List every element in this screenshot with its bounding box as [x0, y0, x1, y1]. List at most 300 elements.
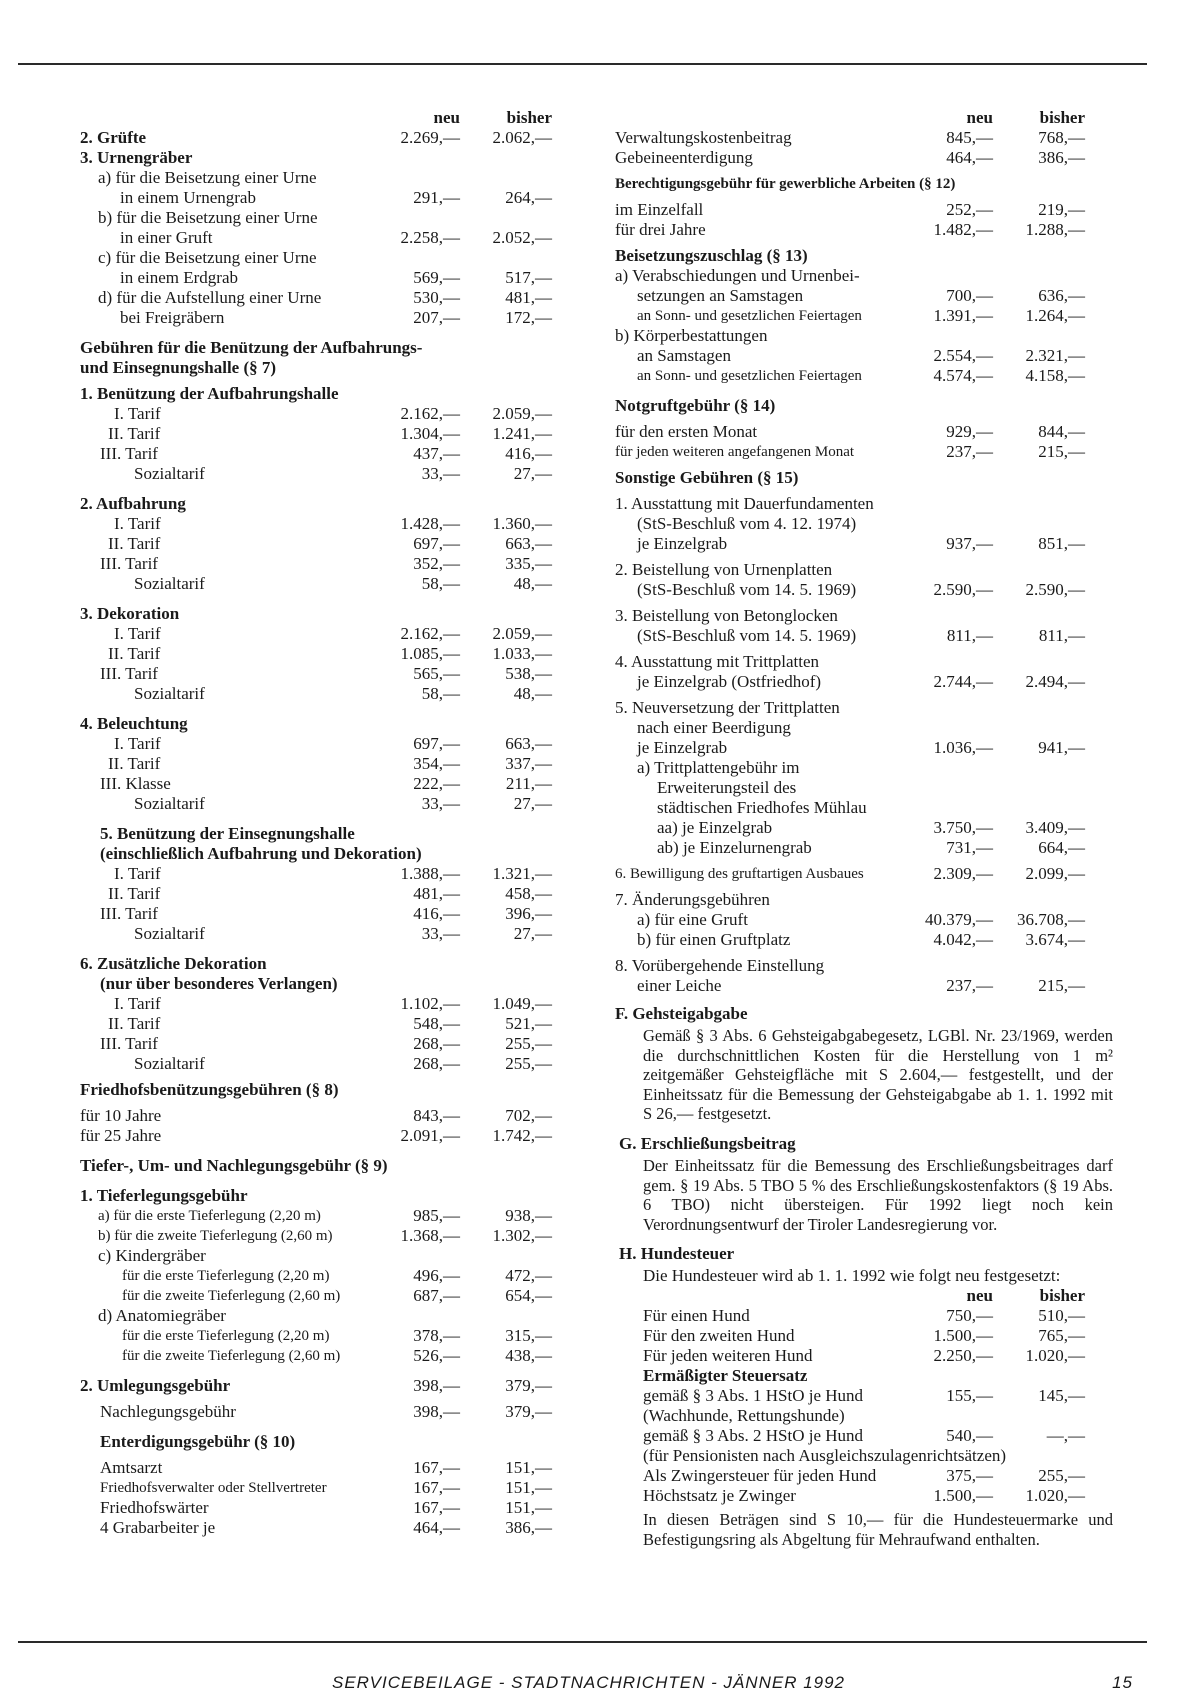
- fee-label: 2. Beistellung von Urnenplatten: [615, 560, 833, 579]
- fee-row: [615, 286, 1113, 306]
- fee-label: einer Leiche: [637, 976, 722, 995]
- right-fee-table: [615, 108, 1113, 996]
- fee-value-bisher: 1.321,—: [492, 864, 552, 883]
- fee-value-bisher: 1.264,—: [1025, 306, 1085, 325]
- fee-label: a) für die Beisetzung einer Urne: [98, 168, 317, 187]
- fee-value-bisher: 510,—: [1038, 1306, 1085, 1326]
- fee-row: [615, 698, 1113, 718]
- fee-row: [80, 904, 580, 924]
- fee-value-bisher: 379,—: [505, 1376, 552, 1395]
- fee-label: Enterdigungsgebühr (§ 10): [100, 1432, 296, 1451]
- fee-value-bisher: 27,—: [513, 464, 552, 483]
- fee-row: [80, 1478, 580, 1498]
- fee-label: Sozialtarif: [134, 684, 205, 703]
- fee-row: [80, 1306, 580, 1326]
- fee-value-bisher: —,—: [1046, 1426, 1085, 1446]
- fee-row: [615, 838, 1113, 858]
- fee-label: in einem Urnengrab: [120, 188, 256, 207]
- fee-label: für die erste Tieferlegung (2,20 m): [122, 1328, 330, 1344]
- fee-value-neu: 167,—: [413, 1498, 460, 1517]
- fee-row: [80, 864, 580, 884]
- fee-label: für die erste Tieferlegung (2,20 m): [122, 1268, 330, 1284]
- fee-value-neu: 58,—: [421, 574, 460, 593]
- fee-value-neu: 548,—: [413, 1014, 460, 1033]
- fee-label: für 10 Jahre: [80, 1106, 162, 1125]
- fee-label: 1. Benützung der Aufbahrungshalle: [80, 384, 339, 403]
- fee-value-neu: 398,—: [413, 1402, 460, 1421]
- fee-value-bisher: 521,—: [505, 1014, 552, 1033]
- fee-value-neu: 437,—: [413, 444, 460, 463]
- fee-row: [615, 778, 1113, 798]
- fee-value-neu: 569,—: [413, 268, 460, 287]
- fee-value-bisher: 1.288,—: [1025, 220, 1085, 239]
- fee-value-neu: 2.250,—: [933, 1346, 993, 1366]
- fee-value-neu: 398,—: [413, 1376, 460, 1395]
- spacer: [80, 328, 580, 338]
- right-column: [615, 108, 1113, 1550]
- fee-label: I. Tarif: [114, 514, 161, 533]
- fee-row: [80, 208, 580, 228]
- fee-label: Als Zwingersteuer für jeden Hund: [643, 1466, 877, 1486]
- fee-row: [80, 1286, 580, 1306]
- fee-label: Sonstige Gebühren (§ 15): [615, 468, 799, 487]
- fee-row: [615, 422, 1113, 442]
- fee-label: ab) je Einzelurnengrab: [657, 838, 812, 857]
- fee-row: [80, 358, 580, 378]
- fee-value-bisher: 27,—: [513, 794, 552, 813]
- fee-row: [80, 1034, 580, 1054]
- fee-row: [80, 1458, 580, 1478]
- fee-label: Für jeden weiteren Hund: [643, 1346, 813, 1366]
- fee-label: Sozialtarif: [134, 924, 205, 943]
- fee-label: für den ersten Monat: [615, 422, 758, 441]
- fee-value-bisher: 2.590,—: [1025, 580, 1085, 599]
- fee-value-bisher: 654,—: [505, 1286, 552, 1305]
- fee-label: Friedhofsbenützungsgebühren (§ 8): [80, 1080, 339, 1099]
- fee-value-bisher: 172,—: [505, 308, 552, 327]
- fee-label: Gebühren für die Benützung der Aufbahrungs-: [80, 338, 423, 357]
- fee-label: 3. Dekoration: [80, 604, 180, 623]
- fee-row: [80, 684, 580, 704]
- fee-row: [615, 396, 1113, 416]
- fee-row: [615, 200, 1113, 220]
- fee-row: [615, 976, 1113, 996]
- fee-row: [80, 644, 580, 664]
- spacer: [80, 1422, 580, 1432]
- fee-row: [615, 148, 1113, 168]
- fee-row: [80, 1432, 580, 1452]
- fee-value-neu: 268,—: [413, 1054, 460, 1073]
- fee-label: (Wachhunde, Rettungshunde): [643, 1406, 845, 1426]
- fee-label: 2. Aufbahrung: [80, 494, 186, 513]
- fee-value-neu: 268,—: [413, 1034, 460, 1053]
- fee-value-bisher: 2.062,—: [492, 128, 552, 147]
- fee-label: (StS-Beschluß vom 14. 5. 1969): [637, 580, 857, 599]
- left-column: [80, 108, 580, 1538]
- fee-value-bisher: 2.059,—: [492, 404, 552, 423]
- fee-label: Beisetzungszuschlag (§ 13): [615, 246, 808, 265]
- fee-value-bisher: 219,—: [1038, 200, 1085, 219]
- column-header-bisher: bisher: [1039, 108, 1085, 127]
- fee-value-bisher: 851,—: [1038, 534, 1085, 553]
- fee-value-neu: 845,—: [946, 128, 993, 147]
- fee-label: städtischen Friedhofes Mühlau: [657, 798, 867, 817]
- fee-label: I. Tarif: [114, 864, 161, 883]
- fee-value-bisher: 151,—: [505, 1478, 552, 1497]
- fee-row: [80, 844, 580, 864]
- fee-label: für jeden weiteren angefangenen Monat: [615, 444, 855, 460]
- fee-label: Amtsarzt: [100, 1458, 163, 1477]
- fee-label: für drei Jahre: [615, 220, 706, 239]
- spacer: [615, 386, 1113, 396]
- fee-row: [80, 1266, 580, 1286]
- fee-row: [643, 1466, 1113, 1486]
- top-rule: [18, 63, 1147, 65]
- fee-value-bisher: 379,—: [505, 1402, 552, 1421]
- fee-value-bisher: 255,—: [505, 1054, 552, 1073]
- fee-row: [615, 494, 1113, 514]
- fee-label: II. Tarif: [108, 1014, 161, 1033]
- fee-label: (StS-Beschluß vom 4. 12. 1974): [637, 514, 857, 533]
- fee-label: für 25 Jahre: [80, 1126, 162, 1145]
- fee-label: 8. Vorübergehende Einstellung: [615, 956, 825, 975]
- fee-label: je Einzelgrab: [637, 738, 728, 757]
- spacer: [80, 1366, 580, 1376]
- fee-value-bisher: 1.360,—: [492, 514, 552, 533]
- fee-label: II. Tarif: [108, 754, 161, 773]
- fee-value-neu: 33,—: [421, 794, 460, 813]
- section-g-title: G. Erschließungsbeitrag: [619, 1133, 796, 1153]
- fee-value-bisher: 27,—: [513, 924, 552, 943]
- fee-value-neu: 354,—: [413, 754, 460, 773]
- fee-row: [643, 1486, 1113, 1506]
- fee-label: 4 Grabarbeiter je: [100, 1518, 216, 1537]
- fee-row: [80, 228, 580, 248]
- fee-row: [80, 248, 580, 268]
- fee-label: (nur über besonderes Verlangen): [100, 974, 338, 993]
- fee-row: [80, 664, 580, 684]
- fee-value-bisher: 215,—: [1038, 976, 1085, 995]
- fee-label: Für einen Hund: [643, 1306, 750, 1326]
- fee-value-neu: 496,—: [413, 1266, 460, 1285]
- fee-value-bisher: 1.020,—: [1025, 1346, 1085, 1366]
- fee-label: a) für die erste Tieferlegung (2,20 m): [98, 1208, 321, 1224]
- fee-value-neu: 378,—: [413, 1326, 460, 1345]
- spacer: [80, 814, 580, 824]
- page-number: 15: [1112, 1673, 1133, 1692]
- fee-row: [80, 168, 580, 188]
- fee-label: 6. Bewilligung des gruftartigen Ausbaues: [615, 866, 864, 882]
- section-g: [615, 1134, 1113, 1234]
- fee-value-bisher: 636,—: [1038, 286, 1085, 305]
- fee-row: [80, 1014, 580, 1034]
- fee-label: 2. Umlegungsgebühr: [80, 1376, 231, 1395]
- footer-title: SERVICEBEILAGE - STADTNACHRICHTEN - JÄNNER 1992: [331, 1673, 846, 1692]
- fee-row: [643, 1346, 1113, 1366]
- fee-label: Tiefer-, Um- und Nachlegungsgebühr (§ 9): [80, 1156, 388, 1175]
- fee-row: [615, 910, 1113, 930]
- fee-label: Friedhofswärter: [100, 1498, 209, 1517]
- fee-row: [80, 148, 580, 168]
- fee-label: I. Tarif: [114, 624, 161, 643]
- fee-row: [80, 514, 580, 534]
- fee-label: 5. Neuversetzung der Trittplatten: [615, 698, 840, 717]
- fee-label: b) für die zweite Tieferlegung (2,60 m): [98, 1228, 333, 1244]
- fee-value-bisher: 151,—: [505, 1458, 552, 1477]
- section-h-intro: Die Hundesteuer wird ab 1. 1. 1992 wie folgt neu festgesetzt:: [643, 1266, 1061, 1286]
- column-header-bisher: bisher: [506, 108, 552, 127]
- fee-value-neu: 811,—: [946, 626, 993, 645]
- fee-row: [615, 468, 1113, 488]
- fee-value-bisher: 4.158,—: [1025, 366, 1085, 385]
- fee-label: Gebeineenterdigung: [615, 148, 753, 167]
- fee-value-bisher: 663,—: [505, 534, 552, 553]
- fee-value-neu: 167,—: [413, 1458, 460, 1477]
- fee-row: [80, 444, 580, 464]
- fee-label: c) Kindergräber: [98, 1246, 206, 1265]
- fee-value-neu: 1.388,—: [400, 864, 460, 883]
- fee-row: [643, 1406, 1113, 1426]
- fee-value-neu: 58,—: [421, 684, 460, 703]
- fee-row: [615, 956, 1113, 976]
- fee-value-bisher: 1.302,—: [492, 1226, 552, 1245]
- fee-row: [615, 174, 1113, 194]
- fee-value-bisher: 768,—: [1038, 128, 1085, 147]
- fee-row: [80, 824, 580, 844]
- fee-value-bisher: 538,—: [505, 664, 552, 683]
- fee-label: II. Tarif: [108, 884, 161, 903]
- fee-value-neu: 352,—: [413, 554, 460, 573]
- fee-value-neu: 985,—: [413, 1206, 460, 1225]
- fee-row: [80, 884, 580, 904]
- fee-row: [80, 994, 580, 1014]
- fee-row: [615, 652, 1113, 672]
- fee-label: 1. Tieferlegungsgebühr: [80, 1186, 248, 1205]
- fee-row: [80, 308, 580, 328]
- spacer: [80, 944, 580, 954]
- fee-row: [615, 128, 1113, 148]
- fee-row: [80, 1402, 580, 1422]
- fee-value-bisher: 438,—: [505, 1346, 552, 1365]
- fee-label: Sozialtarif: [134, 794, 205, 813]
- fee-value-bisher: 663,—: [505, 734, 552, 753]
- section-h-title: H. Hundesteuer: [619, 1244, 735, 1264]
- fee-label: II. Tarif: [108, 424, 161, 443]
- fee-value-bisher: 386,—: [505, 1518, 552, 1537]
- fee-value-bisher: 664,—: [1038, 838, 1085, 857]
- fee-label: für die zweite Tieferlegung (2,60 m): [122, 1288, 341, 1304]
- fee-label: Für den zweiten Hund: [643, 1326, 795, 1346]
- fee-label: an Sonn- und gesetzlichen Feiertagen: [637, 368, 862, 384]
- fee-label: Berechtigungsgebühr für gewerbliche Arbeiten (§ 12): [615, 176, 956, 192]
- fee-label: a) Verabschiedungen und Urnenbei-: [615, 266, 860, 285]
- fee-row: [80, 424, 580, 444]
- fee-row: [80, 1126, 580, 1146]
- section-f-title: F. Gehsteigabgabe: [615, 1004, 748, 1023]
- fee-row: [643, 1306, 1113, 1326]
- fee-label: 3. Beistellung von Betonglocken: [615, 606, 838, 625]
- fee-row: [80, 1206, 580, 1226]
- fee-value-neu: 237,—: [946, 976, 993, 995]
- fee-row: [615, 626, 1113, 646]
- fee-value-bisher: 255,—: [505, 1034, 552, 1053]
- fee-row: [615, 246, 1113, 266]
- bottom-rule: [18, 1641, 1147, 1643]
- fee-label: b) für die Beisetzung einer Urne: [98, 208, 318, 227]
- fee-label: III. Tarif: [100, 904, 158, 923]
- fee-value-bisher: 151,—: [505, 1498, 552, 1517]
- fee-row: [80, 1518, 580, 1538]
- fee-row: [615, 672, 1113, 692]
- fee-row: [80, 774, 580, 794]
- fee-label: III. Tarif: [100, 1034, 158, 1053]
- fee-row: [80, 1226, 580, 1246]
- fee-label: an Sonn- und gesetzlichen Feiertagen: [637, 308, 862, 324]
- fee-row: [643, 1426, 1113, 1446]
- fee-row: [80, 1106, 580, 1126]
- fee-label: 4. Beleuchtung: [80, 714, 188, 733]
- fee-row: [80, 1376, 580, 1396]
- fee-row: [615, 818, 1113, 838]
- fee-row: [615, 606, 1113, 626]
- fee-label: gemäß § 3 Abs. 1 HStO je Hund: [643, 1386, 864, 1406]
- fee-value-neu: 1.036,—: [933, 738, 993, 757]
- fee-label: a) für eine Gruft: [637, 910, 748, 929]
- fee-row: [615, 514, 1113, 534]
- fee-value-bisher: 517,—: [505, 268, 552, 287]
- fee-row: [80, 734, 580, 754]
- fee-value-neu: 4.042,—: [933, 930, 993, 949]
- fee-value-neu: 3.750,—: [933, 818, 993, 837]
- fee-row: [80, 554, 580, 574]
- fee-row: [80, 1054, 580, 1074]
- column-header-neu: neu: [966, 1286, 993, 1306]
- fee-label: je Einzelgrab: [637, 534, 728, 553]
- fee-value-neu: 929,—: [946, 422, 993, 441]
- fee-row: [80, 604, 580, 624]
- fee-value-neu: 530,—: [413, 288, 460, 307]
- fee-row: [80, 1498, 580, 1518]
- fee-label: 4. Ausstattung mit Trittplatten: [615, 652, 820, 671]
- fee-row: [643, 1366, 1113, 1386]
- fee-label: I. Tarif: [114, 404, 161, 423]
- fee-label: I. Tarif: [114, 734, 161, 753]
- fee-label: 6. Zusätzliche Dekoration: [80, 954, 267, 973]
- fee-value-neu: 2.091,—: [400, 1126, 460, 1145]
- fee-value-neu: 33,—: [421, 924, 460, 943]
- fee-value-neu: 481,—: [413, 884, 460, 903]
- fee-value-neu: 697,—: [413, 534, 460, 553]
- fee-label: Höchstsatz je Zwinger: [643, 1486, 796, 1506]
- fee-value-bisher: 941,—: [1038, 738, 1085, 757]
- fee-label: an Samstagen: [637, 346, 731, 365]
- fee-value-neu: 540,—: [946, 1426, 993, 1446]
- section-f: [615, 1004, 1113, 1124]
- section-h: [615, 1244, 1113, 1549]
- fee-row: [615, 346, 1113, 366]
- fee-value-bisher: 481,—: [505, 288, 552, 307]
- fee-label: für die zweite Tieferlegung (2,60 m): [122, 1348, 341, 1364]
- fee-row: [80, 128, 580, 148]
- fee-row: [615, 220, 1113, 240]
- fee-value-bisher: 458,—: [505, 884, 552, 903]
- spacer: [80, 1176, 580, 1186]
- fee-value-neu: 700,—: [946, 286, 993, 305]
- fee-row: [80, 268, 580, 288]
- column-header-neu: neu: [433, 108, 460, 127]
- fee-label: II. Tarif: [108, 644, 161, 663]
- fee-row: [80, 1080, 580, 1100]
- fee-value-bisher: 2.052,—: [492, 228, 552, 247]
- fee-row: [615, 326, 1113, 346]
- fee-row: [615, 890, 1113, 910]
- fee-value-neu: 2.162,—: [400, 404, 460, 423]
- fee-value-bisher: 1.033,—: [492, 644, 552, 663]
- fee-value-neu: 464,—: [946, 148, 993, 167]
- fee-value-neu: 4.574,—: [933, 366, 993, 385]
- spacer: [80, 1146, 580, 1156]
- fee-row: [80, 1156, 580, 1176]
- fee-row: [80, 754, 580, 774]
- fee-value-bisher: 255,—: [1038, 1466, 1085, 1486]
- fee-row: [80, 794, 580, 814]
- fee-label: Sozialtarif: [134, 1054, 205, 1073]
- fee-label: gemäß § 3 Abs. 2 HStO je Hund: [643, 1426, 864, 1446]
- fee-value-bisher: 36.708,—: [1017, 910, 1085, 929]
- fee-row: [80, 974, 580, 994]
- fee-value-bisher: 335,—: [505, 554, 552, 573]
- fee-value-bisher: 386,—: [1038, 148, 1085, 167]
- fee-label: III. Klasse: [100, 774, 171, 793]
- fee-value-neu: 291,—: [413, 188, 460, 207]
- fee-row: [615, 366, 1113, 386]
- fee-value-neu: 2.162,—: [400, 624, 460, 643]
- fee-value-neu: 697,—: [413, 734, 460, 753]
- column-header-bisher: bisher: [1039, 1286, 1085, 1306]
- fee-label: 3. Urnengräber: [80, 148, 193, 167]
- fee-label: Friedhofsverwalter oder Stellvertreter: [100, 1480, 327, 1496]
- fee-row: [615, 580, 1113, 600]
- fee-value-neu: 375,—: [946, 1466, 993, 1486]
- fee-row: [80, 954, 580, 974]
- fee-value-bisher: 264,—: [505, 188, 552, 207]
- fee-value-neu: 237,—: [946, 442, 993, 461]
- fee-label: in einer Gruft: [120, 228, 213, 247]
- spacer: [80, 704, 580, 714]
- fee-value-bisher: 844,—: [1038, 422, 1085, 441]
- column-header-row: [615, 108, 1113, 128]
- fee-value-bisher: 3.409,—: [1025, 818, 1085, 837]
- fee-row: [643, 1326, 1113, 1346]
- fee-label: Erweiterungsteil des: [657, 778, 797, 797]
- section-h-note: In diesen Beträgen sind S 10,— für die Hundesteuermarke und Befestigungsring als Abgeltung für Mehraufwand enthalten.: [643, 1510, 1113, 1549]
- fee-label: II. Tarif: [108, 534, 161, 553]
- fee-label: b) für einen Gruftplatz: [637, 930, 791, 949]
- fee-value-neu: 937,—: [946, 534, 993, 553]
- fee-label: Ermäßigter Steuersatz: [643, 1366, 808, 1386]
- fee-row: [80, 404, 580, 424]
- fee-label: nach einer Beerdigung: [637, 718, 791, 737]
- column-header-neu: neu: [966, 108, 993, 127]
- fee-value-neu: 252,—: [946, 200, 993, 219]
- fee-label: in einem Erdgrab: [120, 268, 239, 287]
- fee-label: a) Trittplattengebühr im: [637, 758, 800, 777]
- fee-row: [80, 574, 580, 594]
- fee-row: [615, 758, 1113, 778]
- fee-value-neu: 1.368,—: [400, 1226, 460, 1245]
- fee-row: [80, 494, 580, 514]
- fee-label: im Einzelfall: [615, 200, 704, 219]
